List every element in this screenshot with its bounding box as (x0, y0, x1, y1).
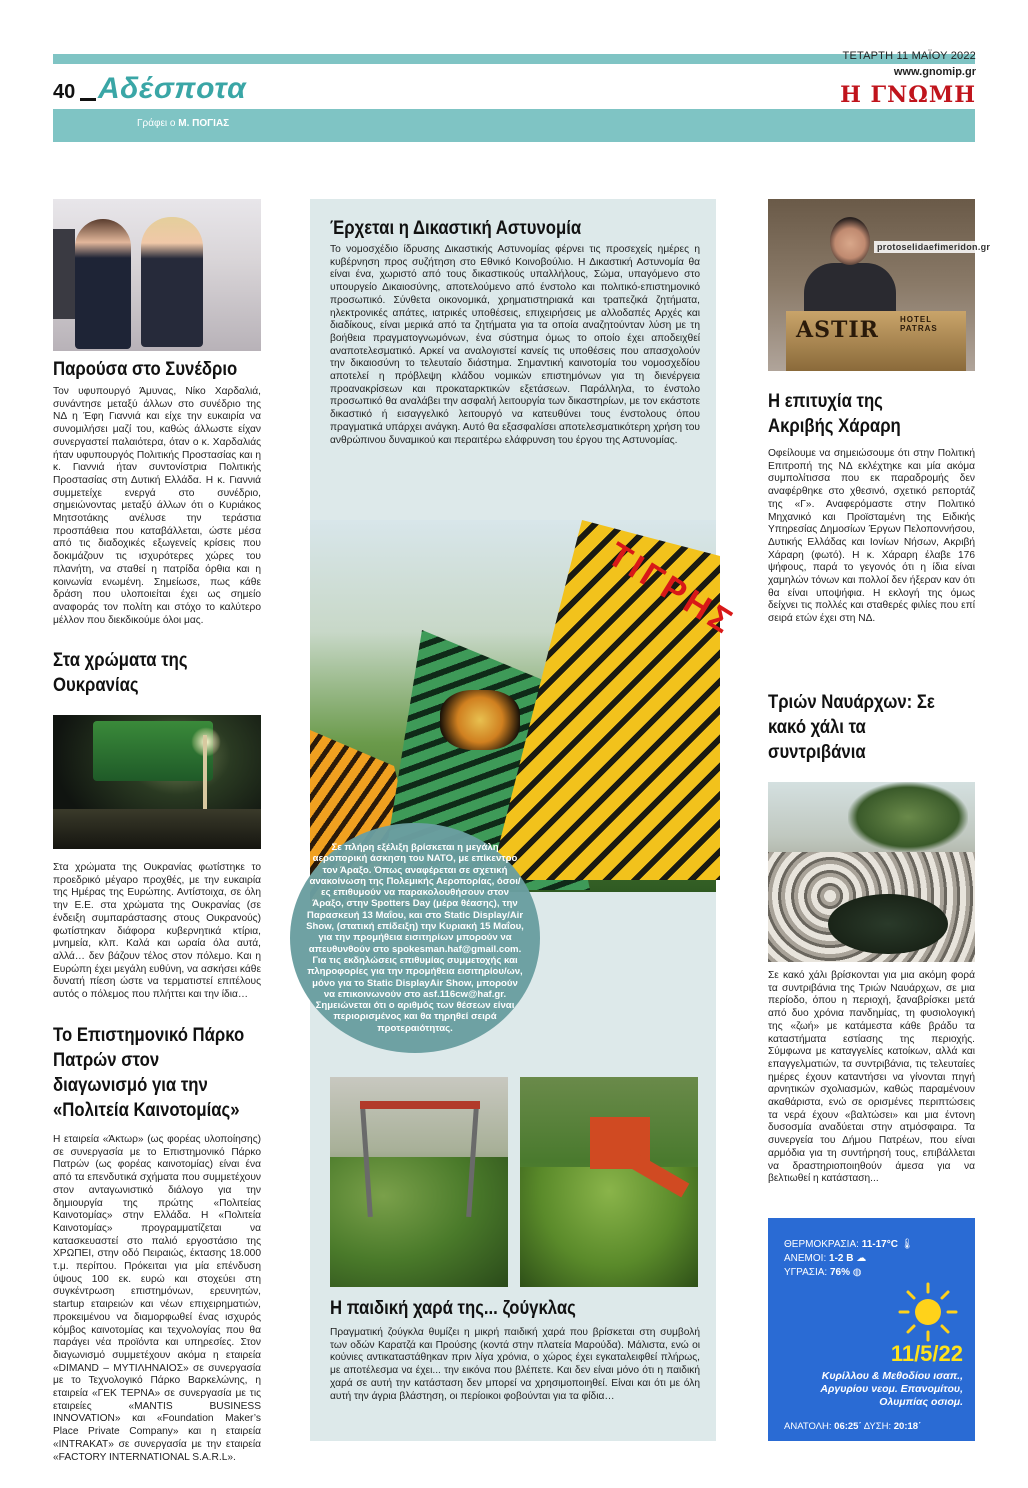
headline-fountains: Τριών Ναυάρχων: Σε κακό χάλι τα συντριβάνια (768, 692, 935, 763)
headline-police: Έρχεται η Δικαστική Αστυνομία (330, 218, 582, 239)
conference-photo (53, 199, 261, 351)
sunset-time: 20:18΄ (893, 1421, 922, 1432)
headline-ukraine: Στα χρώματα της Ουκρανίας (53, 650, 188, 696)
body-charari: Οφείλουμε να σημειώσουμε ότι στην Πολιτική Επιτροπή της ΝΔ εκλέχτηκε και μία ακόμα συμπολίτισσα που εκ παραδρομής δεν αναφέρθηκε στο χθεσινό, σχετικό ρεπορτάζ της «Γ». Αναφερόμαστε στην Πολιτικό Μηχανικό και Προϊσταμένη της Ειδικής Υπηρεσίας Δημοσίων Έργων Πελοποννήσου, Δυτικής Ελλάδας και Ιονίων Νήσων, Ακριβή Χάραρη (φωτό). Η κ. Χάραρη έλαβε 176 ψήφους, παρά το γεγονός ότι η ίδια είναι χαμηλών τόνων και πολλοί δεν ήξεραν καν ότι θα είναι υποψήφια. Η εκλογή της όμως δείχνει τις πολλές και σταθερές φιλίες που επί σειρά ετών έχει στη ΝΔ. (768, 448, 975, 625)
podium-subtext: HOTEL PATRAS (900, 315, 938, 333)
body-synedrio: Τον υφυπουργό Άμυνας, Νίκο Χαρδαλιά, συνάντησε μεταξύ άλλων στο συνέδριο της ΝΔ η Έφη Γιαννιά και είχε την ευκαιρία να συνομιλήσει μαζί του, καθώς άλλωστε είχαν συνεργαστεί παλαιότερα, όταν ο κ. Χαρδαλιάς ήταν υφυπουργός Πολιτικής Προστασίας και η κ. Γιαννιά ήταν συντονίστρια Πολιτικής Προστασίας στη Δυτική Ελλάδα. Η κ. Γιαννιά συμμετείχε ενεργά στο συνέδριο, σημειώνοντας μεταξύ άλλων ότι ο Κυριάκος Μητσοτάκης ανέλυσε την τεράστια προσπάθεια που καταβάλλεται, ώστε μέσα από τις διαδοχικές εξωγενείς κρίσεις που δοκιμάζουν τις ισχυρότερες χώρες του πλανήτη, να σταθεί η πατρίδα όρθια και η κοινωνία ενωμένη. Σημείωσε, πως κάθε δράση που υλοποιείται έχει ως σημείο αναφοράς τον πολίτη και στόχο το καλύτερο μέλλον που διεκδικούμε όλοι μας. (53, 386, 261, 626)
body-ukraine: Στα χρώματα της Ουκρανίας φωτίστηκε το προεδρικό μέγαρο προχθές, με την ευκαιρία της Ημέρας της Ευρώπης. Αντίστοιχα, σε όλη την Ε.Ε. στα χρώματα της Ουκρανίας (σε ένδειξη συμπαράστασης στους Ουκρανούς) φωτίστηκαν διάφορα κυβερνητικά κτίρια, μνημεία, κλπ. Καλά και ωραία όλα αυτά, αλλά… δεν βάζουν τέλος στον πόλεμο. Και η Ευρώπη έχει μεγάλη ευθύνη, να ασκήσει κάθε δυνατή πίεση ώστε να τερματιστεί επιτέλους αυτός ο πόλεμος που πλήττει και την ίδια… (53, 862, 261, 1001)
weather-panel (768, 1218, 975, 1441)
temperature-row (784, 1239, 913, 1250)
newspaper-logo: Η ΓΝΩΜΗ (840, 82, 976, 108)
byline-prefix: Γράφει ο (137, 118, 176, 129)
headline-playground: Η παιδική χαρά της... ζούγκλας (330, 1298, 576, 1319)
website-link[interactable]: www.gnomip.gr (893, 66, 976, 78)
humidity-row (784, 1267, 862, 1278)
sunset-label: ΔΥΣΗ: (863, 1421, 892, 1432)
headline-charari: Η επιτυχία της Ακριβής Χάραρη (768, 391, 901, 437)
humidity-icon: ◍ (852, 1267, 862, 1278)
podium-text: ASTIR (796, 317, 879, 343)
byline (137, 118, 229, 129)
sun-times (784, 1421, 921, 1432)
sun-icon (898, 1282, 958, 1342)
playground-slide-photo (520, 1077, 698, 1287)
body-science-park: Η εταιρεία «Άκτωρ» (ως φορέας υλοποίησης) σε συνεργασία με το Επιστημονικό Πάρκο Πατρών (ως φορέας καινοτομίας) είναι ένα από τα επενδυτικά σχήματα που συμμετέχουν στον ανταγωνιστικό διάλογο για την δημιουργία της πρώτης «Πολιτείας Καινοτομίας» στην Ελλάδα. Η «Πολιτεία Καινοτομίας» προγραμματίζεται να κατασκευαστεί στο παλιό εργοστάσιο της ΧΡΩΠΕΙ, στην οδό Πειραιώς, έκτασης 18.000 τ.μ. περίπου. Πρόκειται για μία επένδυση ύψους 100 εκ. ευρώ και στοχεύει στη συγκέντρωση επιστημόνων, ερευνητών, startup εταιρειών και νέων επιχειρηματιών, προκειμένου να διαμορφωθεί ένας ισχυρός κόμβος καινοτομίας και τεχνολογίας που θα παράγει νέα προϊόντα και υπηρεσίες. Στον διαγωνισμό συμμετέχουν ακόμα η εταιρεία «DIMAND – ΜΥΤΙΛΗΝΑΙΟΣ» σε συνεργασία με το Τεχνολογικό Πάρκο Βαρκελώνης, η εταιρεία «ΓΕΚ ΤΕΡΝΑ» σε συνεργασία με τις εταιρείες «MANTIS BUSINESS INNOVATION» και «Foundation Maker’s Place Private Company» και η εταιρεία «INTRAKAT» σε συνεργασία με την εταιρεία «FACTORY INTERNATIONAL S.A.R.L». (53, 1134, 261, 1463)
jet-tail-text: ΤΙΓΡΗΣ (601, 535, 742, 643)
body-police: Το νομοσχέδιο ίδρυσης Δικαστικής Αστυνομίας φέρνει τις προσεχείς ημέρες η κυβέρνηση προς συζήτηση στο Εθνικό Κοινοβούλιο. Η Δικαστική Αστυνομία θα είναι ένα, χωριστό από τους δικαστικούς υπαλλήλους, Σώμα, υπαγόμενο στο υπουργείο Δικαιοσύνης, αποτελούμενο από ένστολο και πολιτικό-επιστημονικό προσωπικό. Σύνθετα οικονομικά, χρηματιστηριακά και τραπεζικά ζητήματα, ηλεκτρονικές απάτες, ιατρικές υποθέσεις, επιχειρήσεις με αλλοδαπές Αρχές και διαδίκους, είναι μερικά από τα ζητήματα για τα οποία αναζητούνταν λύση με τη βοήθεια πραγματογνωμόνων, ένα σύστημα όμως το οποίο έχει αποδειχθεί αναποτελεσματικό. Αρκεί να αναλογιστεί κανείς τις υποθέσεις που απασχολούν την δικαιοσύνη το τελευταίο διάστημα. Σημαντική καινοτομία του νομοσχεδίου αποτελεί η πρόβλεψη κλάδου νομικών επιστημόνων για τη διενέργεια προανακρίσεων και προκαταρκτικών εξετάσεων. Παράλληλα, το ένστολο προσωπικό θα αναλάβει την ασφαλή λειτουργία των δικαστηρίων, με τον εκάστοτε δικαστικό ή εισαγγελικό λειτουργό να κατευθύνει τους ένστολους όπου πραγματικά υπάρχει ανάγκη. Αυτό θα εξασφαλίσει αποτελεσματικότερη χρήση του ανθρώπινου δυναμικού και περαιτέρω ελάφρυνση του έργου της Αστυνομίας. (330, 244, 700, 446)
presidential-mansion-photo (53, 715, 261, 849)
wind-label: ΑΝΕΜΟΙ: (784, 1253, 827, 1264)
top-rule (53, 54, 975, 64)
airshow-caption: Σε πλήρη εξέλιξη βρίσκεται η μεγάλη αεροπορική άσκηση του ΝΑΤΟ, με επίκεντρο τον Άραξο. Όπως αναφέρεται σε σχετική ανακοίνωση της Πολεμικής Αεροπορίας, όσοι/ες επιθυμούν να παρακολουθήσουν στον Άραξο, στην Spotters Day (μέρα θέασης), την Παρασκευή 13 Μαΐου, και στο Static Display/Air Show, (στατική επίδειξη) την Κυριακή 15 Μαΐου, για την προμήθεια εισιτηρίων μπορούν να απευθυνθούν στο spokesman.haf@gmail.com. Για τις εκδηλώσεις επιθυμίας συμμετοχής και πληροφορίες για την προμήθεια εισιτηρίου/ων, μόνο για το Static DisplayAir Show, μπορούν να επικοινωνούν στο asf.116cw@haf.gr. Σημειώνεται ότι ο αριθμός των θέσεων είναι περιορισμένος και θα τηρηθεί σειρά προτεραιότητας. (306, 842, 524, 1034)
photo-watermark: protoselidaefimeridon.gr (874, 241, 993, 253)
sunrise-label: ΑΝΑΤΟΛΗ: (784, 1421, 832, 1432)
byline-author: Μ. ΠΟΓΙΑΣ (178, 118, 230, 129)
wind-row (784, 1253, 866, 1264)
issue-date: ΤΕΤΑΡΤΗ 11 ΜΑΪΟΥ 2022 (842, 50, 976, 62)
section-title: Αδέσποτα (98, 72, 247, 105)
page-number: 40 (53, 81, 76, 103)
body-fountains: Σε κακό χάλι βρίσκονται για μια ακόμη φορά τα συντριβάνια της Τριών Ναυάρχων, σε μια περίοδο, όπου η περιοχή, ξαναβρίσκει μετά από δυο χρόνια πανδημίας, τη φυσιολογική της «ζωή» με κατάμεστα κάθε βράδυ τα καταστήματα εστίασης της περιοχής. Σύμφωνα με καταγγελίες κατοίκων, αλλά και επαγγελματιών, τα συντριβάνια, τις τελευταίες ημέρες έχουν καταντήσει να γίνονται πηγή αρνητικών σχολιασμών, καθώς παραμένουν ακαθάριστα, ενώ σε ορισμένες περιπτώσεις τα νερά έχουν «βαλτώσει» και μια έντονη δυσοσμία αναδύεται στην ατμόσφαιρα. Τα συνεργεία του Δήμου Πατρέων, που είναι αρμόδια για τη συντήρησή τους, επιβάλλεται να δραστηριοποιηθούν άμεσα για να βελτιωθεί η κατάσταση... (768, 970, 975, 1185)
temperature-label: ΘΕΡΜΟΚΡΑΣΙΑ: (784, 1239, 859, 1250)
name-days: Κυρίλλου & Μεθοδίου ισαπ., Αργυρίου νεομ. Επανομίτου, Ολυμπίας οσιομ. (820, 1370, 963, 1408)
fountain-photo (768, 782, 975, 962)
humidity-label: ΥΓΡΑΣΙΑ: (784, 1267, 828, 1278)
sunrise-time: 06:25΄ (834, 1421, 862, 1432)
headline-science-park: Το Επιστημονικό Πάρκο Πατρών στον διαγωνισμό για την «Πολιτεία Καινοτομίας» (53, 1025, 245, 1121)
wind-icon: ☁ (856, 1253, 867, 1264)
temperature-value: 11-17°C (861, 1239, 898, 1250)
headline-synedrio: Παρούσα στο Συνέδριο (53, 359, 238, 380)
charari-photo (768, 199, 991, 371)
body-playground: Πραγματική ζούγκλα θυμίζει η μικρή παιδική χαρά που βρίσκεται στη συμβολή των οδών Καρατζά και Προύσης (κοντά στην πλατεία Μαρούδα). Μάλιστα, ενώ οι κούνιες αντικαταστάθηκαν πριν λίγα χρόνια, ο χώρος έχει εγκαταλειφθεί πλήρως, με αποτέλεσμα να έχει... την εικόνα που βλέπετε. Και δεν είναι μόνο ότι η παιδική χαρά σε αυτή την κατάσταση δεν μπορεί να χρησιμοποιηθεί. Είναι και ότι με όλη αυτή την άγρια βλάστηση, οι περίοικοι φοβούνται για τα φίδια… (330, 1327, 700, 1402)
wind-value: 1-2 Β (829, 1253, 854, 1264)
thermometer-icon: 🌡 (900, 1239, 914, 1250)
page-dash (80, 98, 96, 101)
humidity-value: 76% (829, 1267, 850, 1278)
playground-swings-photo (330, 1077, 508, 1287)
weather-date: 11/5/22 (890, 1341, 963, 1366)
